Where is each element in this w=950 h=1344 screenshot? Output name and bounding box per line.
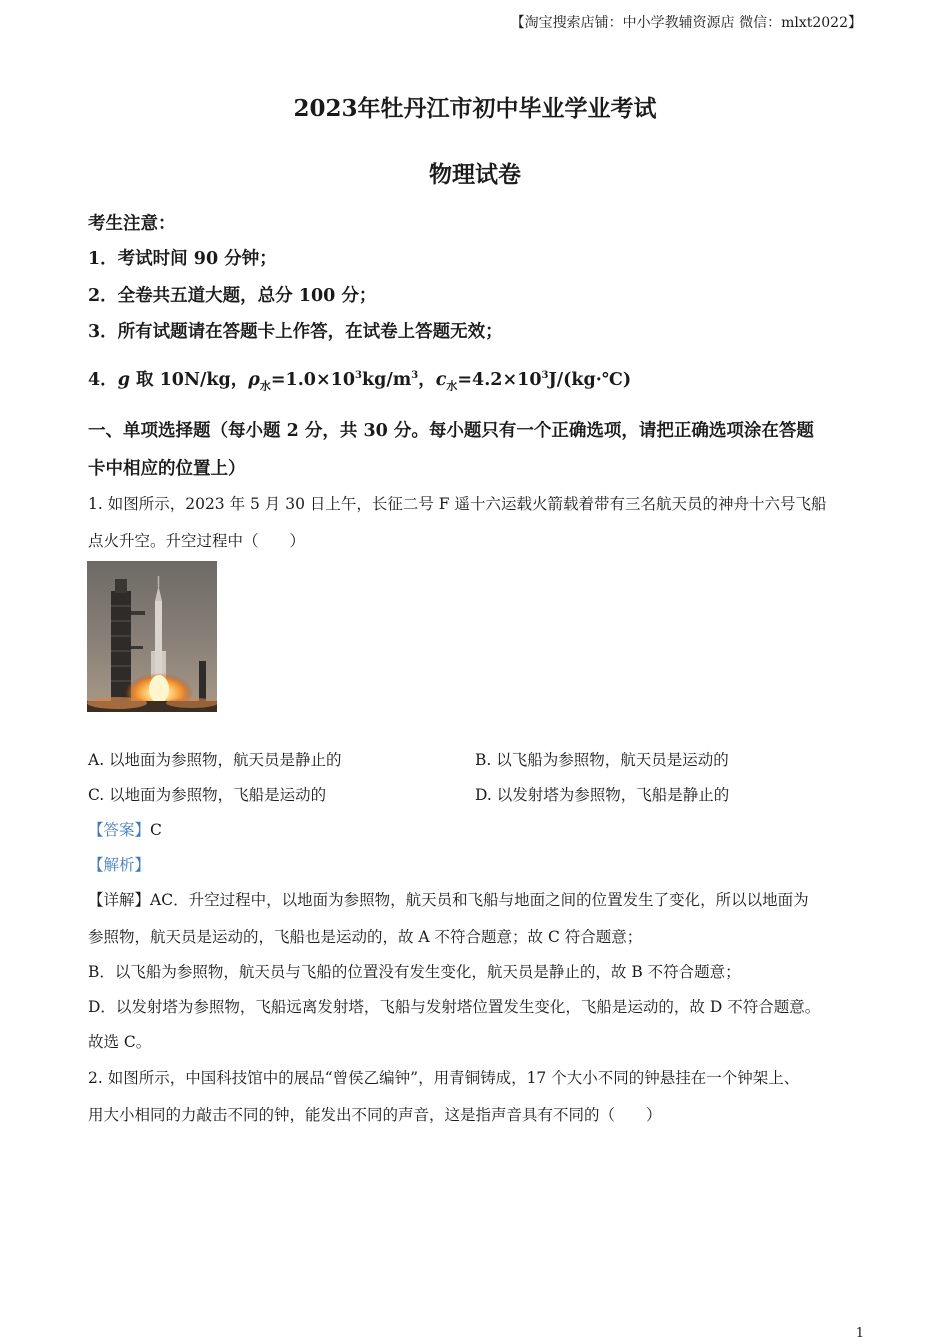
- answer-line: [88, 818, 162, 840]
- notice-item-4: 4．g 取 10N/kg，$\rho_水=1.0\times 10^3kg/m^3$，$c_水=4.2\times 10^3J/(kg\cdot℃)$: [88, 370, 632, 393]
- analysis-tag: 【解析】: [88, 856, 151, 874]
- notice-item-2: 2．全卷共五道大题，总分 100 分；: [88, 286, 377, 306]
- option-a: A. 以地面为参照物，航天员是静止的: [88, 751, 342, 769]
- detail-line-2: 参照物，航天员是运动的，飞船也是运动的，故 A 不符合题意；故 C 符合题意；: [88, 928, 643, 946]
- question-1-stem-line-2: 点火升空。升空过程中（ ）: [88, 532, 306, 550]
- notice-item-3: 3．所有试题请在答题卡上作答，在试卷上答题无效；: [88, 322, 503, 342]
- notice-item-1: 1．考试时间 90 分钟；: [88, 249, 277, 269]
- detail-line-5: 故选 C。: [88, 1033, 152, 1051]
- rocket-launch-photo: [87, 561, 217, 712]
- detail-line-3: B．以飞船为参照物，航天员与飞船的位置没有发生变化，航天员是静止的，故 B 不符合题意；: [88, 963, 741, 981]
- question-2-stem-line-1: 2. 如图所示，中国科技馆中的展品“曾侯乙编钟”，用青铜铸成，17 个大小不同的钟悬挂在一个钟架上、: [88, 1069, 800, 1087]
- option-b: B. 以飞船为参照物，航天员是运动的: [475, 751, 729, 769]
- exam-title: 2023年牡丹江市初中毕业学业考试: [293, 95, 657, 122]
- option-c: C. 以地面为参照物，飞船是运动的: [88, 786, 327, 804]
- detail-line-4: D．以发射塔为参照物，飞船远离发射塔，飞船与发射塔位置发生变化，飞船是运动的，故 D 不符合题意。: [88, 998, 821, 1016]
- section-heading-line-1: 一、单项选择题（每小题 2 分，共 30 分。每小题只有一个正确选项，请把正确选项涂在答题: [88, 421, 814, 441]
- notice-heading: 考生注意：: [88, 214, 176, 234]
- question-1-stem-line-1: 1. 如图所示，2023 年 5 月 30 日上午，长征二号 F 遥十六运载火箭载着带有三名航天员的神舟十六号飞船: [88, 495, 827, 513]
- section-heading-line-2: 卡中相应的位置上）: [88, 459, 246, 479]
- detail-tag: 【详解】: [88, 891, 151, 909]
- page-number: 1: [855, 1326, 864, 1341]
- answer-tag: 【答案】: [88, 821, 151, 839]
- detail-line-1: 【详解】AC．升空过程中，以地面为参照物，航天员和飞船与地面之间的位置发生了变化，所以以地面为: [88, 891, 809, 909]
- answer-value: C: [150, 821, 162, 839]
- option-d: D. 以发射塔为参照物，飞船是静止的: [475, 786, 730, 804]
- exam-subtitle: 物理试卷: [429, 161, 521, 188]
- shop-note: 【淘宝搜索店铺：中小学教辅资源店 微信：mlxt2022】: [510, 15, 862, 31]
- question-2-stem-line-2: 用大小相同的力敲击不同的钟，能发出不同的声音，这是指声音具有不同的（ ）: [88, 1106, 662, 1124]
